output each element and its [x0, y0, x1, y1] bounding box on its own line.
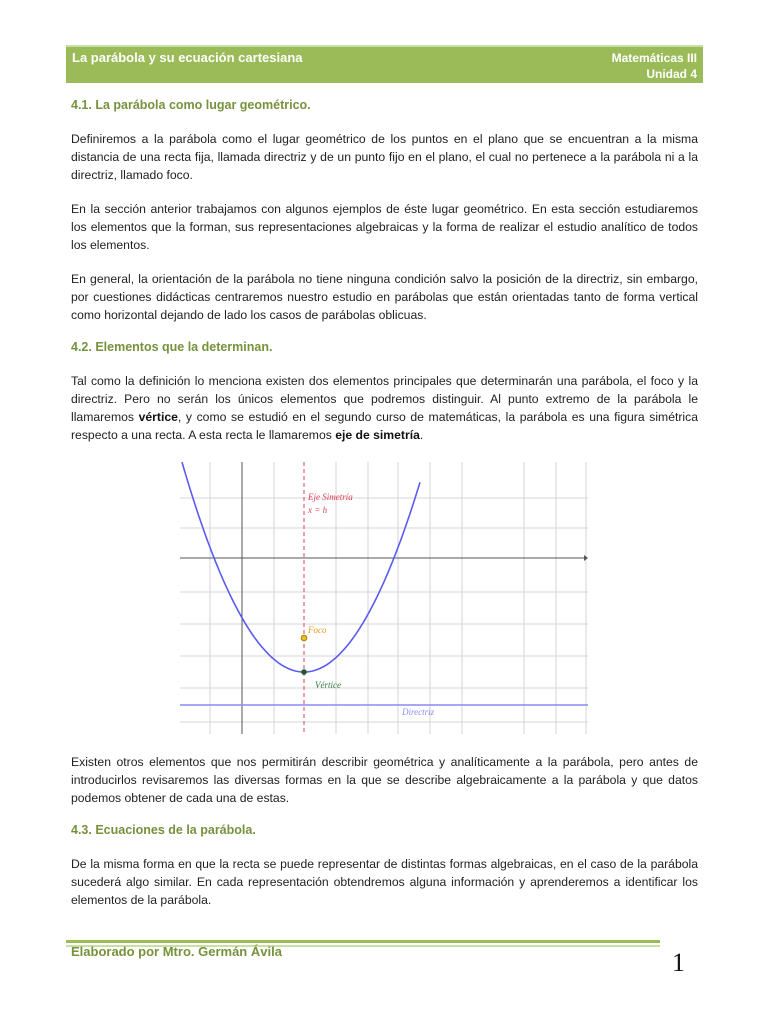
axis-label-eq: x = h	[308, 505, 328, 515]
grid	[180, 462, 588, 734]
vertex-point	[301, 669, 307, 675]
term-vertice: vértice	[138, 410, 178, 424]
focus-point	[301, 635, 307, 641]
term-eje-simetria: eje de simetría	[335, 428, 420, 442]
paragraph	[71, 372, 698, 444]
parabola-curve	[182, 462, 420, 672]
section-title-4-2: 4.2. Elementos que la determinan.	[71, 340, 273, 354]
paragraph-text: , y como se estudió en el segundo curso de matemáticas, la parábola es una figura simétrica respecto a una recta. A esta recta le llamaremos	[71, 410, 698, 442]
document-title: La parábola y su ecuación cartesiana	[72, 50, 303, 65]
directrix-label: Directriz	[402, 707, 435, 717]
footer-author: Elaborado por Mtro. Germán Ávila	[71, 944, 282, 959]
axes	[180, 462, 588, 734]
page-number: 1	[672, 948, 685, 977]
paragraph: En general, la orientación de la parábola no tiene ninguna condición salvo la posición de la directriz, sin embargo, por cuestiones didácticas centraremos nuestro estudio en parábolas que están orientadas tanto de forma vertical como horizontal dejando de lado los casos de parábolas oblicuas.	[71, 272, 698, 322]
paragraph-text: Tal como la definición lo menciona existen dos elementos principales que determinarán una parábola, el foco y la directriz. Pero no serán los únicos elementos que podremos distinguir. Al punto extremo de la parábola le llamaremos	[71, 374, 698, 424]
focus-label: Foco	[308, 625, 327, 635]
paragraph: De la misma forma en que la recta se puede representar de distintas formas algebraicas, en el caso de la parábola sucederá algo similar. En cada representación obtendremos alguna información y aprenderemos a identificar los elementos de la parábola.	[71, 857, 698, 907]
parabola-graph	[180, 462, 588, 734]
paragraph: Definiremos a la parábola como el lugar geométrico de los puntos en el plano que se encuentran a la misma distancia de una recta fija, llamada directriz y de un punto fijo en el plano, el cual no pertenece a la parábola ni a la directriz, llamado foco.	[71, 132, 698, 182]
section-title-4-3: 4.3. Ecuaciones de la parábola.	[71, 823, 256, 837]
unit-label: Unidad 4	[646, 67, 697, 81]
paragraph: En la sección anterior trabajamos con algunos ejemplos de éste lugar geométrico. En esta sección estudiaremos los elementos que la forman, sus representaciones algebraicas y la forma de realizar el estudio analítico de todos los elementos.	[71, 202, 698, 252]
header-band	[66, 45, 703, 83]
header-subject-unit	[612, 50, 697, 82]
parabola-figure	[180, 462, 588, 734]
axis-label-title: Eje Simetría	[308, 492, 353, 502]
subject-label: Matemáticas III	[611, 51, 697, 65]
footer-rule-top	[66, 940, 660, 943]
section-title-4-1: 4.1. La parábola como lugar geométrico.	[71, 98, 311, 112]
vertex-label: Vértice	[315, 680, 341, 690]
paragraph: Existen otros elementos que nos permitirán describir geométrica y analíticamente a la parábola, pero antes de introducirlos revisaremos las diversas formas en la que se describe algebraicamente a la parábola y que datos podemos obtener de cada una de estas.	[71, 755, 698, 805]
paragraph-text: .	[419, 428, 424, 442]
